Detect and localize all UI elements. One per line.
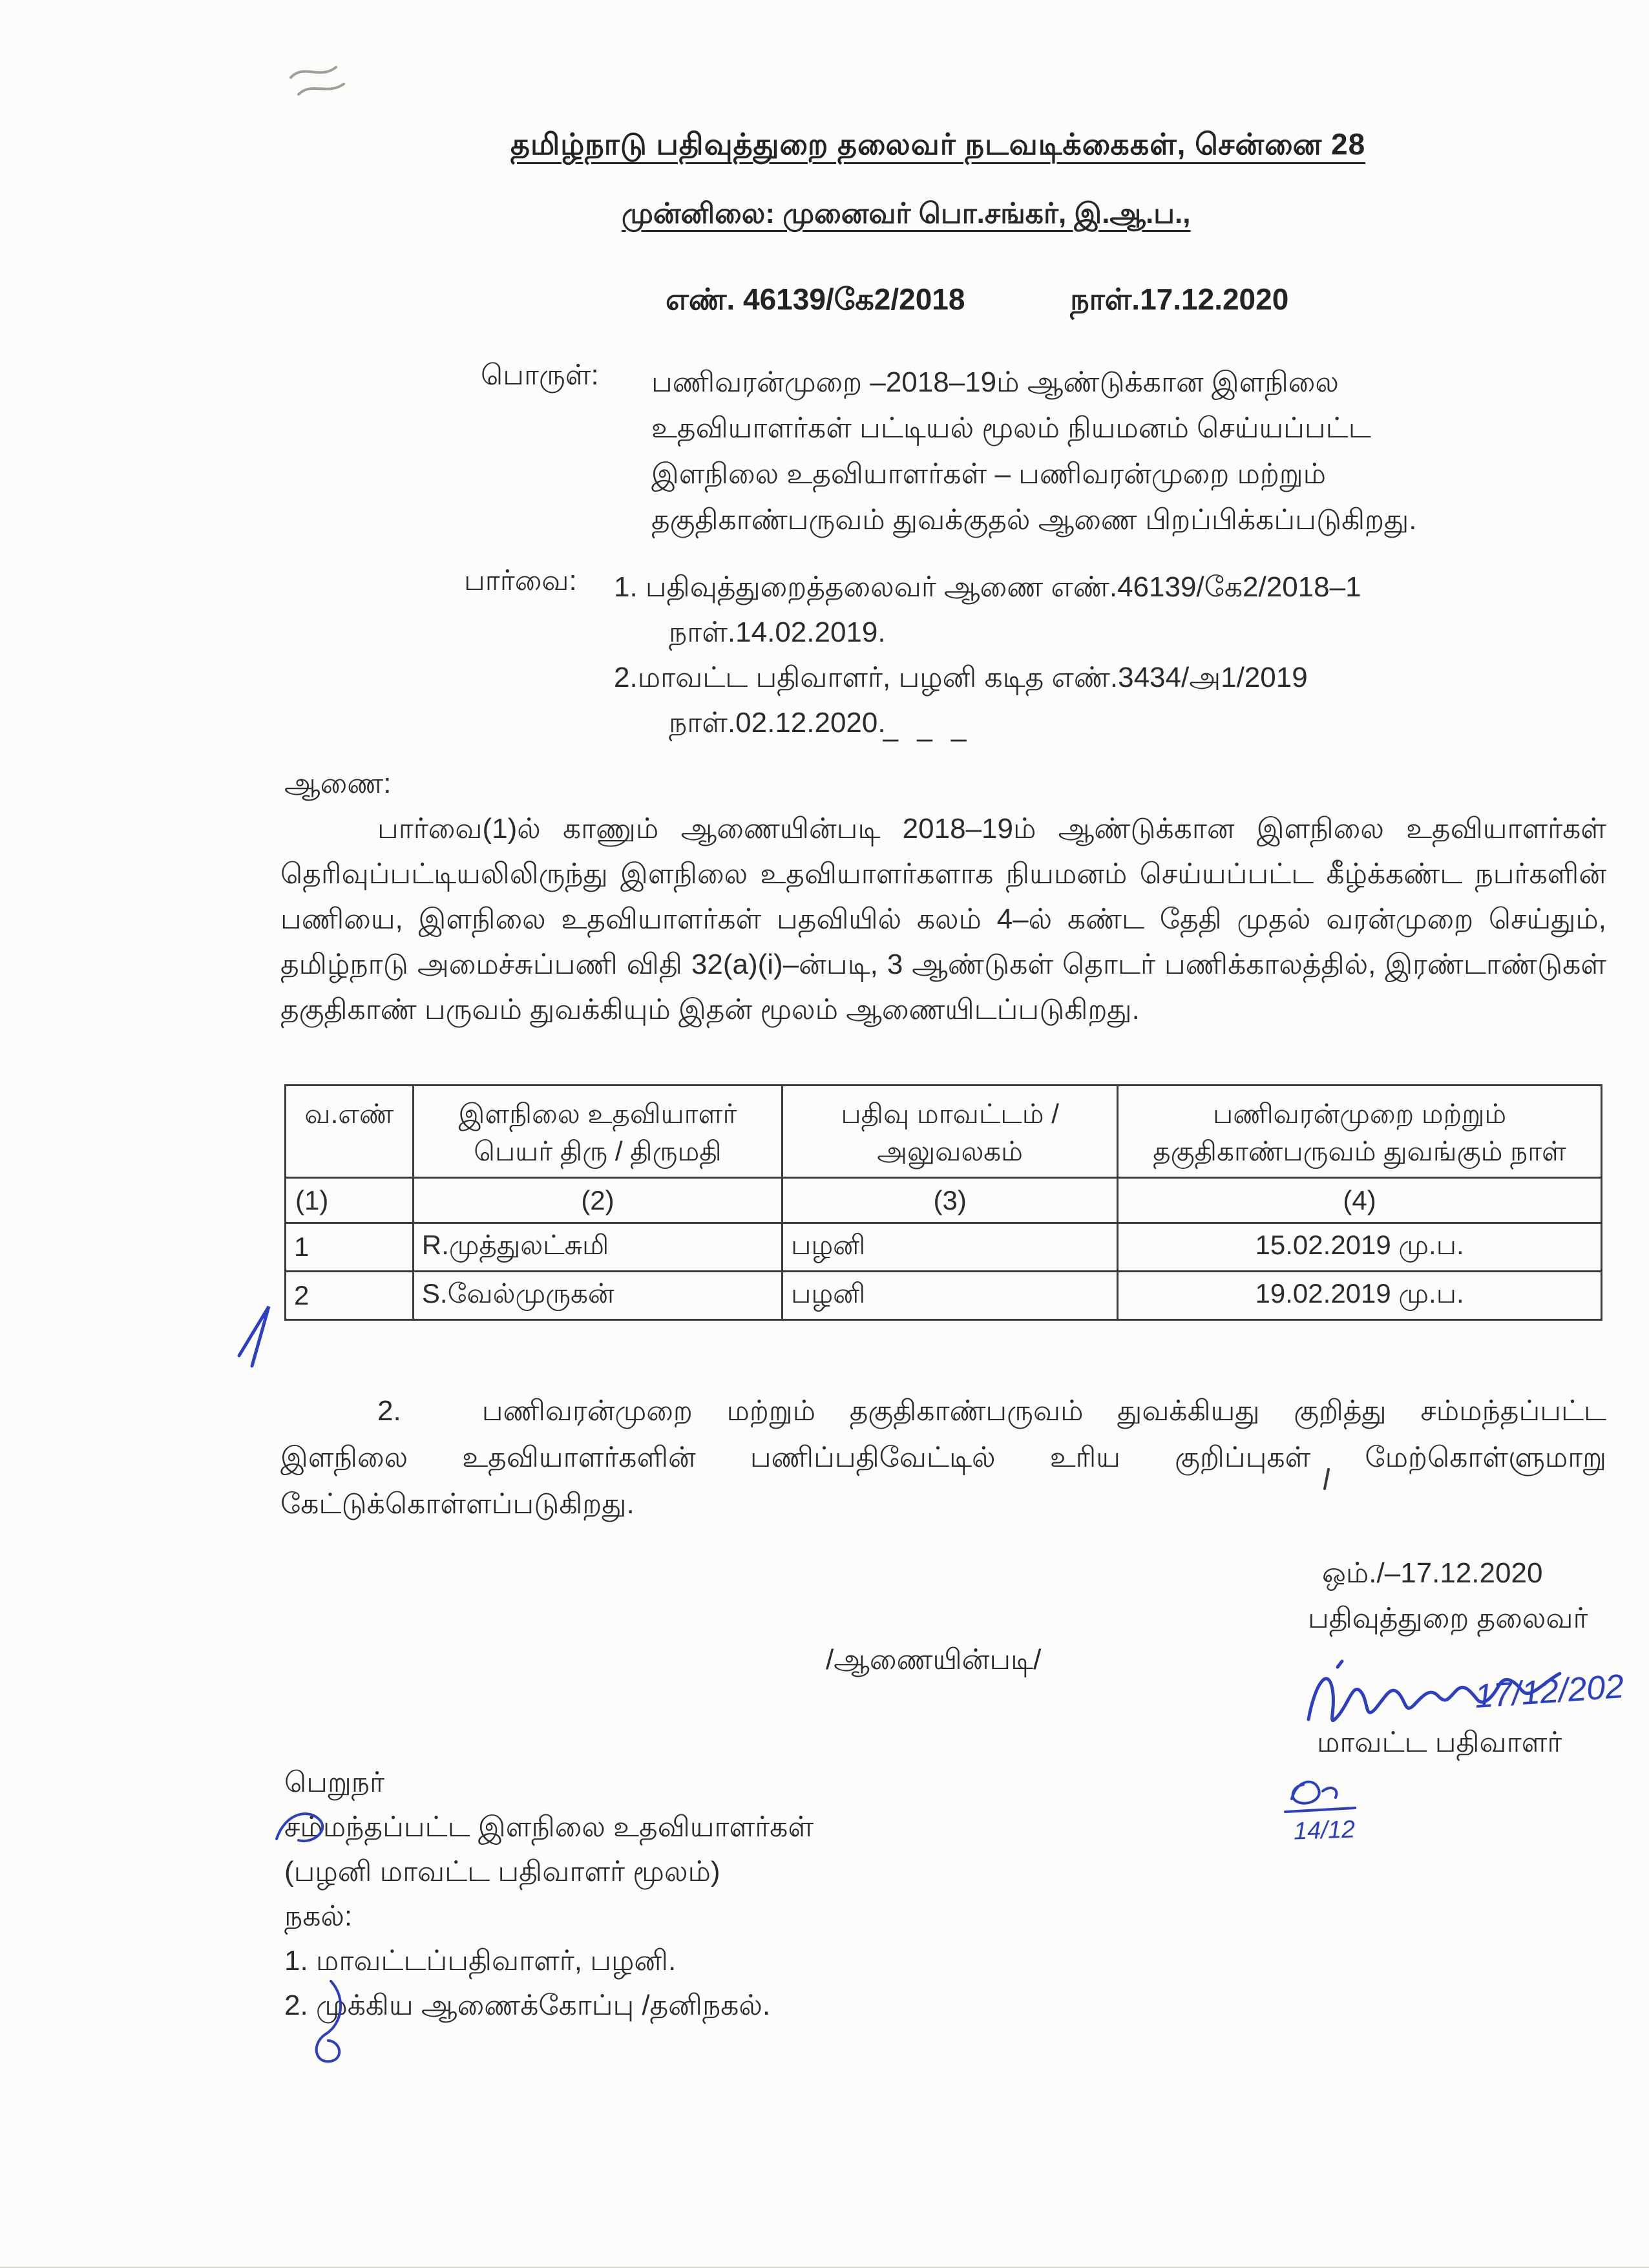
- pen-apostrophe-mark: [1318, 1465, 1338, 1494]
- reference-item: 1. பதிவுத்துறைத்தலைவர் ஆணை எண்.46139/கே2/2018–1 நாள்.14.02.2019.: [614, 571, 1361, 648]
- column-number: (4): [1118, 1178, 1602, 1223]
- col-header-serial: வ.எண்: [286, 1086, 414, 1178]
- ink-squiggle-mark: [271, 1801, 342, 1853]
- col-header-start-date: பணிவரன்முறை மற்றும் தகுதிகாண்பருவம் துவங்கும் நாள்: [1118, 1086, 1602, 1178]
- order-number: எண். 46139/கே2/2018: [666, 282, 965, 316]
- per-order-note: /ஆணையின்படி/: [826, 1644, 1042, 1675]
- ink-tick-mark: [233, 1299, 291, 1376]
- col-header-name: இளநிலை உதவியாளர் பெயர் திரு / திருமதி: [413, 1086, 782, 1178]
- order-number-line: [666, 282, 1288, 321]
- copy-item: 1. மாவட்டப்பதிவாளர், பழனி.: [284, 1945, 677, 1977]
- table-row: [286, 1272, 1602, 1320]
- handwritten-date: 17/12/202: [1473, 1668, 1626, 1716]
- column-number: (3): [782, 1178, 1118, 1223]
- signed-title: பதிவுத்துறை தலைவர்: [1308, 1602, 1588, 1634]
- pencil-mark: [284, 52, 388, 110]
- subject-label: பொருள்:: [481, 359, 599, 391]
- reference-item: 2.மாவட்ட பதிவாளர், பழனி கடித எண்.3434/அ1/2019 நாள்.02.12.2020.: [614, 662, 1308, 739]
- to-label: பெறுநர்: [284, 1767, 384, 1798]
- order-label: ஆணை:: [284, 768, 392, 799]
- table-row: [286, 1223, 1602, 1272]
- subject-text: பணிவரன்முறை –2018–19ம் ஆண்டுக்கான இளநிலை உதவியாளர்கள் பட்டியல் மூலம் நியமனம் செய்யப்பட்ட இளநிலை உதவியாளர்கள் – பணிவரன்முறை மற்றும் தகுதிகாண்பருவம் துவக்குதல் ஆணை பிறப்பிக்கப்படுகிறது.: [651, 366, 1417, 536]
- reference-list: [614, 565, 1512, 746]
- col-header-district: பதிவு மாவட்டம் / அலுவலகம்: [782, 1086, 1118, 1178]
- paragraph-text: பணிவரன்முறை மற்றும் தகுதிகாண்பருவம் துவக்கியது குறித்து சம்மந்தப்பட்ட இளநிலை உதவியாளர்களின் பணிப்பதிவேட்டில் உரிய குறிப்புகள் மேற்கொள்ளுமாறு கேட்டுக்கொள்ளப்படுகிறது.: [280, 1395, 1606, 1520]
- distribution-block: [284, 1760, 814, 2028]
- column-number-row: [286, 1178, 1602, 1223]
- to-line: (பழனி மாவட்ட பதிவாளர் மூலம்): [284, 1856, 720, 1887]
- cell-serial: 2: [286, 1272, 414, 1320]
- to-line: சம்மந்தப்பட்ட இளநிலை உதவியாளர்கள்: [284, 1811, 814, 1843]
- cell-district: பழனி: [782, 1272, 1118, 1320]
- initial-date: 14/12: [1293, 1816, 1356, 1845]
- presence-label: முன்னிலை:: [622, 198, 775, 229]
- cell-start-date: 15.02.2019 மு.ப.: [1118, 1223, 1602, 1272]
- table-header-row: [286, 1086, 1602, 1178]
- paragraph-number: 2.: [377, 1395, 401, 1427]
- closing-paragraph: [280, 1388, 1606, 1528]
- cell-name: S.வேல்முருகன்: [413, 1272, 782, 1320]
- cell-district: பழனி: [782, 1223, 1118, 1272]
- column-number: (1): [286, 1178, 414, 1223]
- order-date: நாள்.17.12.2020: [1070, 282, 1289, 316]
- cell-serial: 1: [286, 1223, 414, 1272]
- cell-start-date: 19.02.2019 மு.ப.: [1118, 1272, 1602, 1320]
- cell-name: R.முத்துலட்சுமி: [413, 1223, 782, 1272]
- column-number: (2): [413, 1178, 782, 1223]
- appointment-table: [284, 1084, 1602, 1321]
- separator-dashes: – – –: [883, 722, 972, 754]
- reference-label: பார்வை:: [464, 565, 577, 596]
- order-paragraph: பார்வை(1)ல் காணும் ஆணையின்படி 2018–19ம் ஆண்டுக்கான இளநிலை உதவியாளர்கள் தெரிவுப்பட்டியலிலிருந்து இளநிலை உதவியாளர்களாக நியமனம் செய்யப்பட்ட கீழ்க்கண்ட நபர்களின் பணியை, இளநிலை உதவியாளர்கள் பதவியில் கலம் 4–ல் கண்ட தேதி முதல் வரன்முறை செய்தும், தமிழ்நாடு அமைச்சுப்பணி விதி 32(a)(i)–ன்படி, 3 ஆண்டுகள் தொடர் பணிக்காலத்தில், இரண்டாண்டுகள் தகுதிகாண் பருவம் துவக்கியும் இதன் மூலம் ஆணையிடப்படுகிறது.: [280, 813, 1606, 1025]
- presence-name: முனைவர் பொ.சங்கர், இ.ஆ.ப.,: [782, 198, 1191, 229]
- countersign-title: மாவட்ட பதிவாளர்: [1317, 1727, 1562, 1758]
- signed-date: ஒம்./–17.12.2020: [1322, 1557, 1543, 1589]
- document-title: தமிழ்நாடு பதிவுத்துறை தலைவர் நடவடிக்கைகள், சென்னை 28: [510, 127, 1366, 161]
- ink-curl-mark: [304, 1977, 362, 2081]
- presence-line: [622, 198, 1190, 234]
- copy-item: 2. முக்கிய ஆணைக்கோப்பு /தனிநகல்.: [284, 1990, 771, 2021]
- copy-label: நகல்:: [284, 1900, 353, 1932]
